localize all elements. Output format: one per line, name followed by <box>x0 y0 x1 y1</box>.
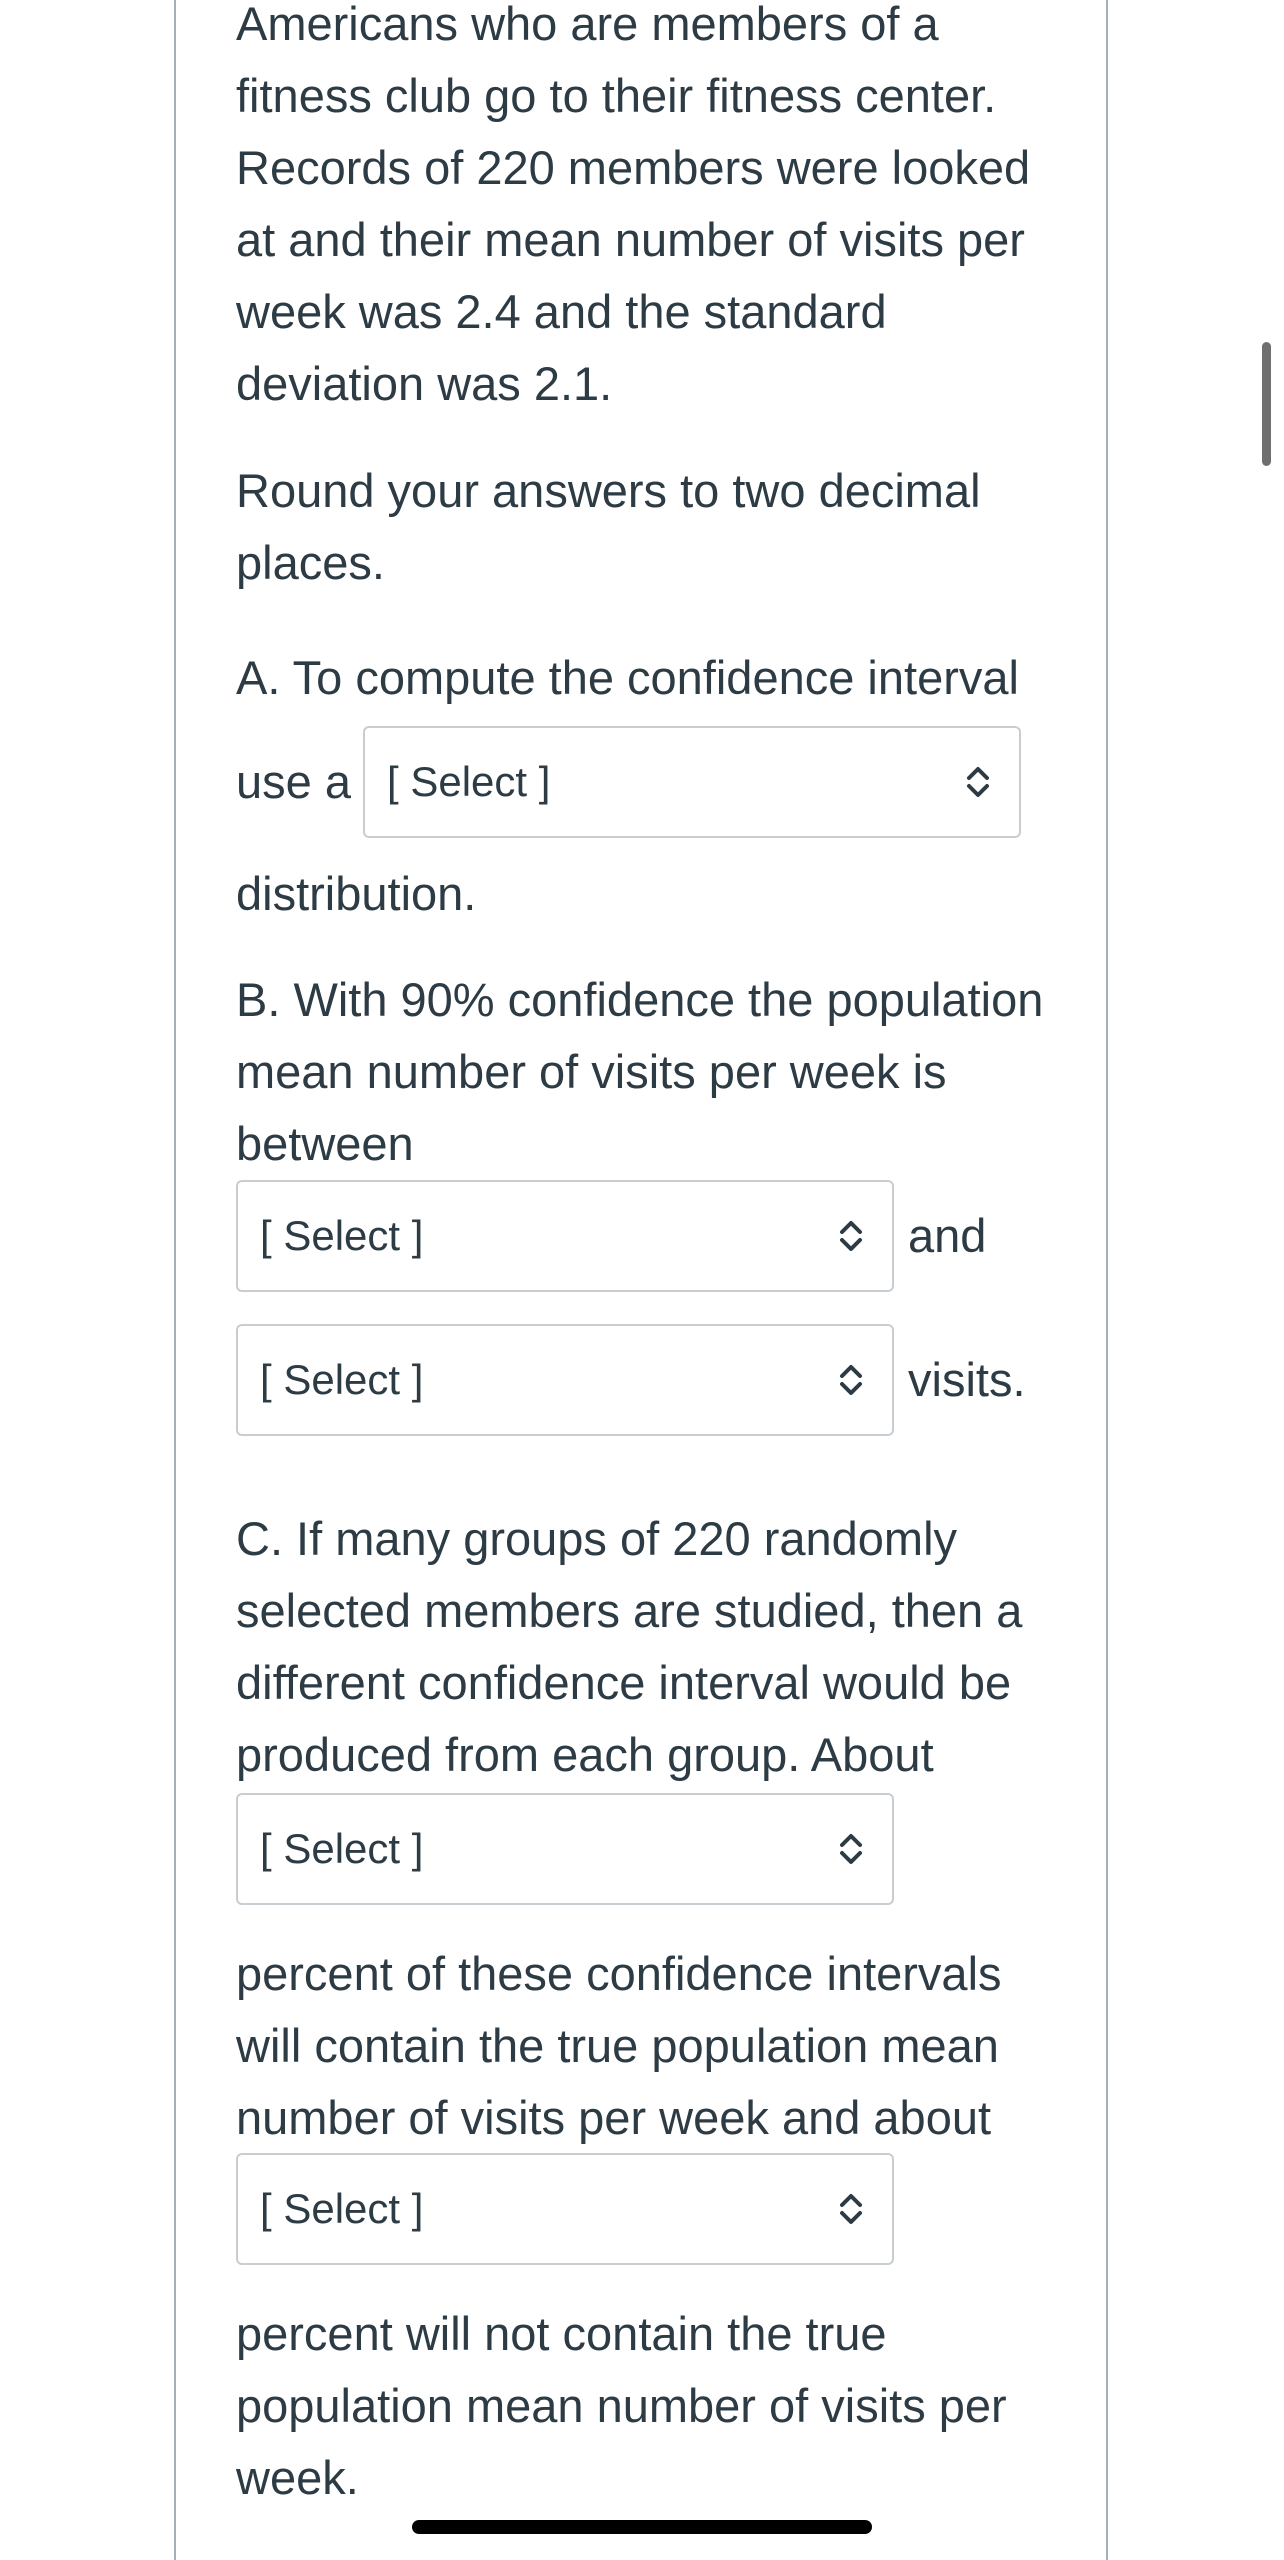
part-a-heading: A. To compute the confidence interval <box>236 651 1019 704</box>
home-indicator[interactable] <box>412 2520 872 2534</box>
part-b-upper-row <box>236 1324 1056 1436</box>
chevron-up-down-icon <box>836 2187 866 2231</box>
chevron-up-down-icon <box>836 1214 866 1258</box>
part-b-lower-row <box>236 1180 1056 1292</box>
chevron-up-down-icon <box>836 1827 866 1871</box>
visits-word: visits. <box>908 1353 1026 1406</box>
not-contain-percent-select-value: [ Select ] <box>260 2185 424 2232</box>
contain-percent-select[interactable] <box>236 1793 894 1905</box>
part-a-row <box>236 726 1056 838</box>
upper-bound-select-value: [ Select ] <box>260 1356 424 1403</box>
part-b-text: B. With 90% confidence the population mean number of visits per week is between <box>236 973 1044 1170</box>
chevron-up-down-icon <box>836 1358 866 1402</box>
part-c-text: C. If many groups of 220 randomly selected members are studied, then a different confidence interval would be produced from each group. About <box>236 1512 1023 1781</box>
and-word: and <box>908 1209 987 1262</box>
not-contain-percent-select[interactable] <box>236 2153 894 2265</box>
part-c-middle-text: percent of these confidence intervals will contain the true population mean number of visits per week and about <box>236 1947 1002 2144</box>
part-c-final-text: percent will not contain the true population mean number of visits per week. <box>236 2307 1007 2504</box>
part-a-prefix: use a <box>236 755 351 808</box>
question-intro-text: Americans who are members of a fitness club go to their fitness center. Records of 220 members were looked at and their mean number of visits per week was 2.4 and the standard deviation was 2.1. <box>236 0 1031 410</box>
chevron-up-down-icon <box>963 760 993 804</box>
part-a-suffix: distribution. <box>236 867 477 920</box>
rounding-instruction: Round your answers to two decimal places. <box>236 464 981 589</box>
scrollbar-thumb[interactable] <box>1262 342 1271 466</box>
lower-bound-select-value: [ Select ] <box>260 1212 424 1259</box>
distribution-select-value: [ Select ] <box>386 758 551 805</box>
distribution-select[interactable] <box>363 726 1021 838</box>
upper-bound-select[interactable] <box>236 1324 894 1436</box>
part-c-contain-row <box>236 1793 1056 1905</box>
part-c-not-contain-row <box>236 2153 1056 2265</box>
contain-percent-select-value: [ Select ] <box>260 1825 424 1872</box>
lower-bound-select[interactable] <box>236 1180 894 1292</box>
